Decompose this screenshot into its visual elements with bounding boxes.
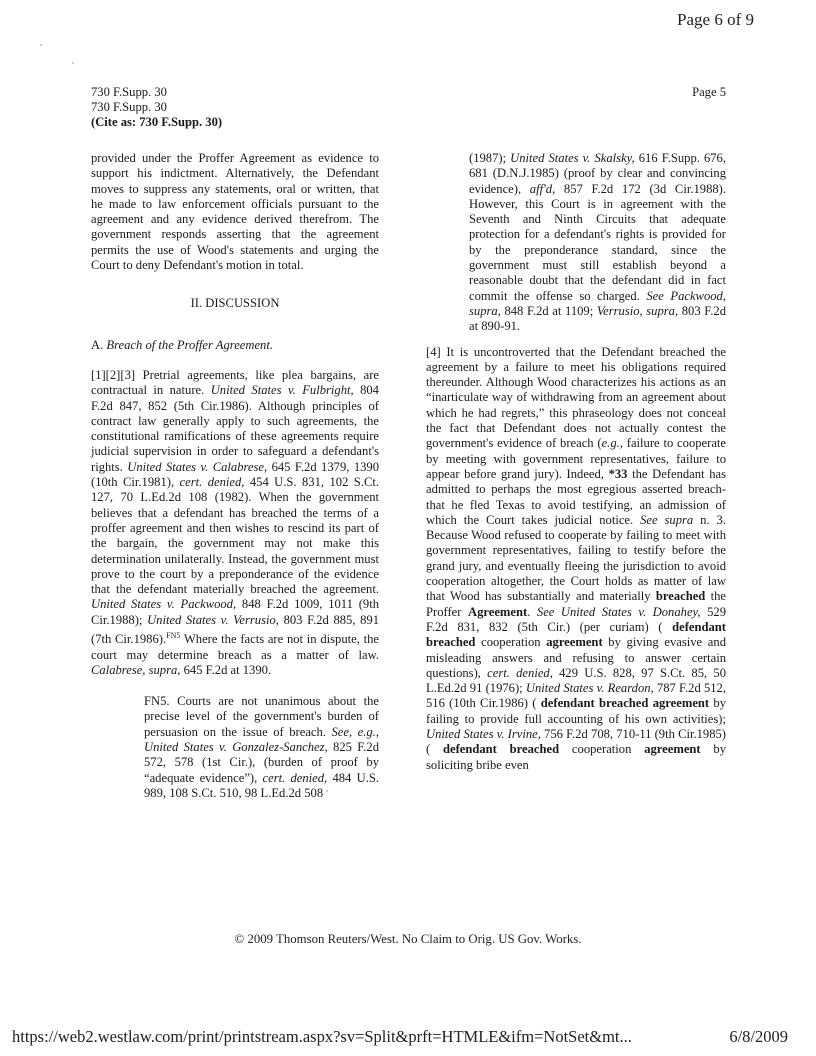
subsection-heading — [91, 338, 379, 353]
case-citation[interactable]: United States v. Packwood, — [91, 597, 237, 612]
case-citation[interactable]: See, e.g., United States v. Gonzalez-Sanchez, — [144, 724, 380, 754]
section-heading-discussion: II. DISCUSSION — [190, 296, 280, 311]
search-term-highlight: defendant breached — [426, 619, 726, 650]
scan-speck — [40, 44, 42, 46]
case-citation[interactable]: Verrusio, supra, — [596, 303, 679, 318]
search-term-highlight: breached — [655, 589, 706, 604]
star-page-marker: *33 — [608, 466, 628, 481]
subsection-title: Breach of the Proffer Agreement. — [106, 337, 273, 352]
intro-paragraph: provided under the Proffer Agreement as evidence to support his indictment. Alternatively, the Defendant moves to suppress any statements, oral or written, that he made to law enforcement officials pursuant to the agreement and any evidence derived therefrom. The government responds asserting that the agreement permits the use of Wood's statements and urging the Court to deny Defendant's motion in total. — [91, 151, 379, 273]
footnote-5: FN5. Courts are not unanimous about the precise level of the government's burden of persuasion on the issue of breach. See, e.g., United States v. Gonzalez-Sanchez, 825 F.2d 572, 578 (1st Cir.), (burden of proof by “adequate evidence”), cert. denied, 484 U.S. 989, 108 S.Ct. 510, 98 L.Ed.2d 508 — [144, 694, 380, 800]
print-date: 6/8/2009 — [729, 1027, 788, 1046]
paragraph-4: [4] It is uncontroverted that the Defendant breached the agreement by a failure to meet his obligations required thereunder. Although Wood characterizes his actions as an “inarticulate way of withdrawing from an agreement about which he had regrets,” this phraseology does not conceal the fact that Defendant does not actually contest the government's evidence of breach (e.g., failure to cooperate by meeting with government representatives, failure to appear before grand jury). Indeed, *33 the Defendant has admitted to perhaps the most egregious asserted breach-that he fled Texas to avoid testifying, an admission of which the Court takes judicial notice. See supra n. 3. Because Wood refused to cooperate by failing to meet with government representatives, failing to testify before the grand jury, and eventually fleeing the jurisdiction to avoid cooperation altogether, the Court holds as matter of law that Wood has substantially and materially breached the Proffer Agreement. See United States v. Donahey, 529 F.2d 831, 832 (5th Cir.) (per curiam) ( defendant breached cooperation agreement by giving evasive and misleading answers and refusing to answer certain questions), cert. denied, 429 U.S. 828, 97 S.Ct. 85, 50 L.Ed.2d 91 (1976); United States v. Reardon, 787 F.2d 512, 516 (10th Cir.1986) ( defendant breached agreement by failing to provide full accounting of his own activities); United States v. Irvine, 756 F.2d 708, 710-11 (9th Cir.1985) ( defendant breached cooperation agreement by soliciting bribe even — [426, 344, 727, 772]
search-term-highlight: agreement — [644, 742, 701, 757]
case-citation[interactable]: See Packwood, supra, — [469, 288, 726, 318]
search-term-highlight: defendant breached — [443, 742, 560, 757]
search-term-highlight: defendant breached agreement — [540, 696, 710, 711]
left-column — [91, 151, 379, 801]
page-number-top: Page 6 of 9 — [677, 10, 754, 29]
case-citation[interactable]: United States v. Irvine, — [426, 726, 541, 741]
right-column — [426, 151, 726, 773]
page-label: Page 5 — [692, 85, 726, 99]
cite-as: (Cite as: 730 F.Supp. 30) — [91, 115, 223, 129]
print-url: https://web2.westlaw.com/print/printstream.aspx?sv=Split&prft=HTMLE&ifm=NotSet&mt... — [12, 1027, 632, 1046]
case-citation[interactable]: United States v. Skalsky, — [510, 151, 635, 165]
search-term-highlight: agreement — [546, 635, 603, 650]
subsection-letter: A. — [91, 337, 107, 352]
copyright-footer: © 2009 Thomson Reuters/West. No Claim to Orig. US Gov. Works. — [234, 932, 582, 946]
case-citation[interactable]: United States v. Reardon, — [525, 681, 654, 696]
citation-line: 730 F.Supp. 30 — [91, 85, 167, 99]
scan-speck — [72, 62, 74, 64]
case-citation[interactable]: United States v. Calabrese, — [127, 459, 268, 474]
citation-line: 730 F.Supp. 30 — [91, 100, 167, 114]
paragraph-1-3: [1][2][3] Pretrial agreements, like plea bargains, are contractual in nature. United States v. Fulbright, 804 F.2d 847, 852 (5th Cir.1986). Although principles of contract law generally apply to such agreements, the constitutional ramifications of these agreements require judicial supervision in order to safeguard a defendant's rights. United States v. Calabrese, 645 F.2d 1379, 1390 (10th Cir.1981), cert. denied, 454 U.S. 831, 102 S.Ct. 127, 70 L.Ed.2d 108 (1982). When the government believes that a defendant has breached the terms of a proffer agreement and then wishes to rescind its part of the bargain, the government may not make this determination unilaterally. Instead, the government must prove to the court by a preponderance of the evidence that the defendant materially breached the agreement. United States v. Packwood, 848 F.2d 1009, 1011 (9th Cir.1988); United States v. Verrusio, 803 F.2d 885, 891 (7th Cir.1986).$^{FN5}$ Where the facts are not in dispute, the court may determine breach as a matter of law. Calabrese, supra, 645 F.2d at 1390. — [91, 367, 380, 677]
case-citation[interactable]: United States v. Fulbright, — [210, 383, 354, 398]
citation-header — [91, 85, 222, 130]
case-citation[interactable]: Calabrese, supra, — [91, 662, 181, 677]
case-citation[interactable]: United States v. Verrusio, — [147, 612, 279, 627]
scan-speck — [326, 790, 328, 792]
case-citation[interactable]: See United States v. Donahey, — [536, 604, 701, 619]
footnote-ref[interactable]: FN5 — [166, 631, 181, 641]
footnote-5-continued: (1987); United States v. Skalsky, 616 F.Supp. 676, 681 (D.N.J.1985) (proof by clear and convincing evidence), aff'd, 857 F.2d 172 (3d Cir.1988). However, this Court is in agreement with the Seventh and Ninth Circuits that adequate protection for a defendant's rights is provided for by the preponderance standard, since the government must still establish beyond a reasonable doubt that the defendant did in fact commit the offense so charged. See Packwood, supra, 848 F.2d at 1109; Verrusio, supra, 803 F.2d at 890-91. — [469, 151, 726, 334]
search-term-highlight: Agreement — [467, 604, 528, 619]
cross-reference[interactable]: See supra — [640, 512, 694, 527]
